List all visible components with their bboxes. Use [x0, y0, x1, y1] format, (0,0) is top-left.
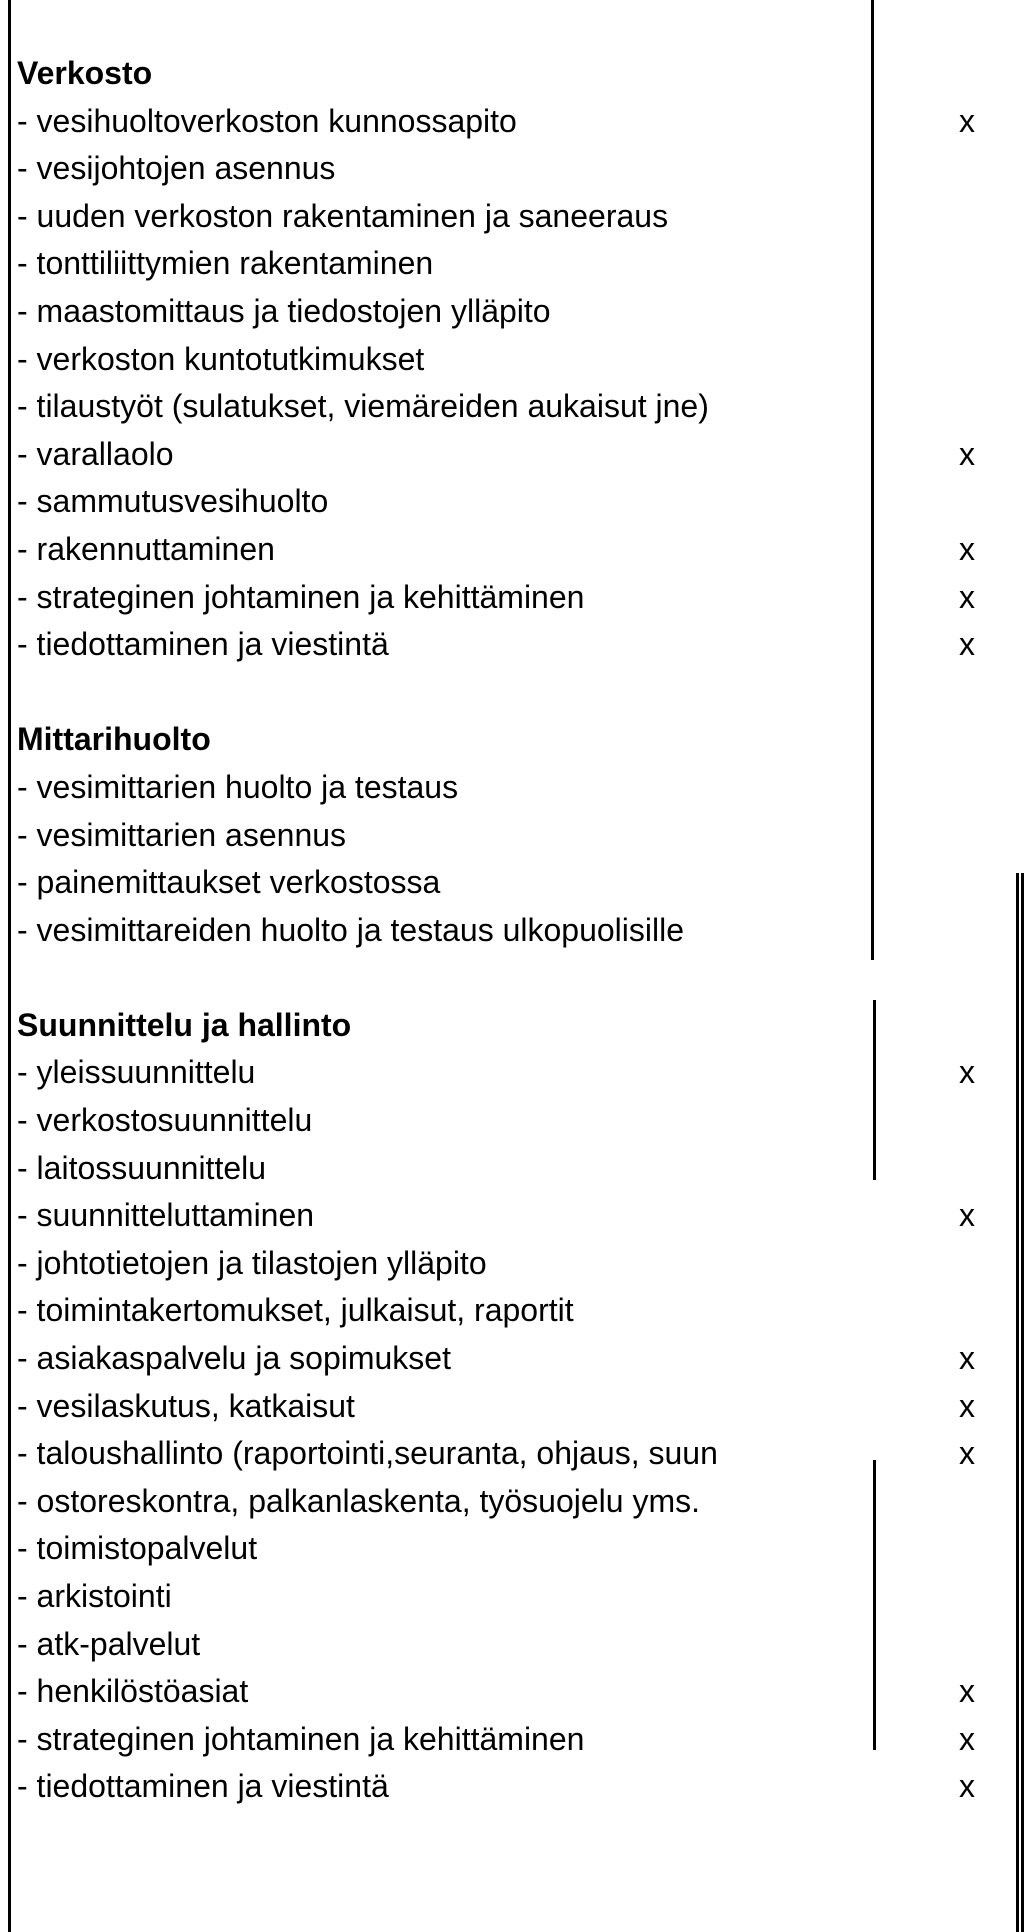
- list-item: [17, 1192, 975, 1240]
- list-item: [17, 383, 872, 431]
- list-item-label: - strateginen johtaminen ja kehittäminen: [17, 1720, 585, 1757]
- list-item-label: - vesimittarien huolto ja testaus: [17, 768, 459, 805]
- section-heading: Suunnittelu ja hallinto: [17, 1006, 352, 1043]
- list-item: [17, 288, 872, 336]
- list-item: [17, 478, 872, 526]
- list-item-label: - yleissuunnittelu: [17, 1054, 256, 1091]
- list-item: [17, 145, 872, 193]
- list-item-label: - toimintakertomukset, julkaisut, raportit: [17, 1292, 574, 1329]
- list-item: [17, 336, 872, 384]
- responsibility-mark: x: [959, 1340, 975, 1377]
- list-item-label: - strateginen johtaminen ja kehittäminen: [17, 578, 585, 615]
- list-item-label: - tonttiliittymien rakentaminen: [17, 245, 434, 282]
- responsibility-mark: x: [959, 1054, 975, 1091]
- list-item: [17, 1097, 872, 1145]
- section-heading: Mittarihuolto: [17, 721, 211, 758]
- responsibility-mark: x: [959, 1673, 975, 1710]
- list-item: [17, 431, 975, 479]
- list-item: [17, 812, 872, 860]
- responsibility-mark: x: [959, 1197, 975, 1234]
- list-item: [17, 1525, 872, 1573]
- list-item-label: - arkistointi: [17, 1578, 172, 1614]
- responsibility-mark: x: [959, 435, 975, 472]
- list-item: [17, 1383, 975, 1431]
- list-item-label: - tiedottaminen ja viestintä: [17, 1768, 389, 1805]
- list-item: [17, 859, 872, 907]
- section-spacer: [17, 669, 872, 717]
- list-item-label: - ostoreskontra, palkanlaskenta, työsuojelu yms.: [17, 1482, 700, 1519]
- list-item-label: - rakennuttaminen: [17, 530, 275, 567]
- responsibility-mark: x: [959, 530, 975, 567]
- responsibility-mark: x: [959, 626, 975, 663]
- list-item: [17, 907, 872, 955]
- list-item-label: - asiakaspalvelu ja sopimukset: [17, 1340, 451, 1377]
- responsibility-mark: x: [959, 1387, 975, 1424]
- list-item: [17, 1287, 872, 1335]
- list-item: [17, 621, 975, 669]
- list-item-label: - toimistopalvelut: [17, 1530, 258, 1567]
- responsibility-mark: x: [959, 1435, 975, 1472]
- list-item-label: - verkostosuunnittelu: [17, 1102, 313, 1139]
- list-item-label: - taloushallinto (raportointi,seuranta, ohjaus, suun: [17, 1435, 718, 1472]
- list-item: [17, 1240, 872, 1288]
- list-item: [17, 764, 872, 812]
- list-item: [17, 1145, 872, 1193]
- column-divider-line-lower: [873, 1000, 876, 1180]
- list-item-label: - painemittaukset verkostossa: [17, 864, 441, 901]
- list-item-label: - vesimittareiden huolto ja testaus ulkopuolisille: [17, 911, 685, 948]
- responsibility-mark: x: [959, 578, 975, 615]
- list-item-label: - vesijohtojen asennus: [17, 150, 336, 187]
- list-item: [17, 1573, 872, 1621]
- list-item: [17, 240, 872, 288]
- list-item-label: - henkilöstöasiat: [17, 1673, 249, 1710]
- list-item: [17, 1335, 975, 1383]
- list-item: [17, 1668, 975, 1716]
- list-item-label: - suunnitteluttaminen: [17, 1197, 315, 1234]
- responsibility-mark: x: [959, 1768, 975, 1805]
- list-item: [17, 98, 975, 146]
- responsibility-mark: x: [959, 1720, 975, 1757]
- list-item: [17, 574, 975, 622]
- list-item: [17, 1763, 975, 1811]
- left-border-line: [8, 0, 11, 1932]
- list-item-label: - laitossuunnittelu: [17, 1149, 267, 1186]
- right-edge-marks: [1016, 873, 1024, 1932]
- list-item-label: - vesilaskutus, katkaisut: [17, 1387, 355, 1424]
- list-item-label: - vesihuoltoverkoston kunnossapito: [17, 102, 517, 139]
- list-item: [17, 1716, 975, 1764]
- list-item: [17, 193, 872, 241]
- list-item-label: - maastomittaus ja tiedostojen ylläpito: [17, 292, 551, 329]
- list-item-label: - varallaolo: [17, 435, 174, 472]
- list-item-label: - tilaustyöt (sulatukset, viemäreiden aukaisut jne): [17, 388, 709, 425]
- list-item-label: - atk-palvelut: [17, 1625, 201, 1662]
- column-divider-line-bottom: [873, 1460, 876, 1750]
- list-item: [17, 1621, 872, 1669]
- list-item-label: - verkoston kuntotutkimukset: [17, 340, 425, 377]
- section-heading: Verkosto: [17, 55, 153, 91]
- list-item: [17, 526, 975, 574]
- list-item-label: - sammutusvesihuolto: [17, 483, 329, 520]
- list-item-label: - tiedottaminen ja viestintä: [17, 626, 389, 663]
- list-item: [17, 1430, 975, 1478]
- list-item-label: - johtotietojen ja tilastojen ylläpito: [17, 1244, 487, 1281]
- list-item-label: - uuden verkoston rakentaminen ja saneeraus: [17, 197, 669, 234]
- list-item: [17, 1478, 872, 1526]
- task-list: [17, 50, 975, 1811]
- responsibility-mark: x: [959, 102, 975, 139]
- section-spacer: [17, 954, 872, 1002]
- list-item: [17, 1049, 975, 1097]
- list-item-label: - vesimittarien asennus: [17, 816, 347, 853]
